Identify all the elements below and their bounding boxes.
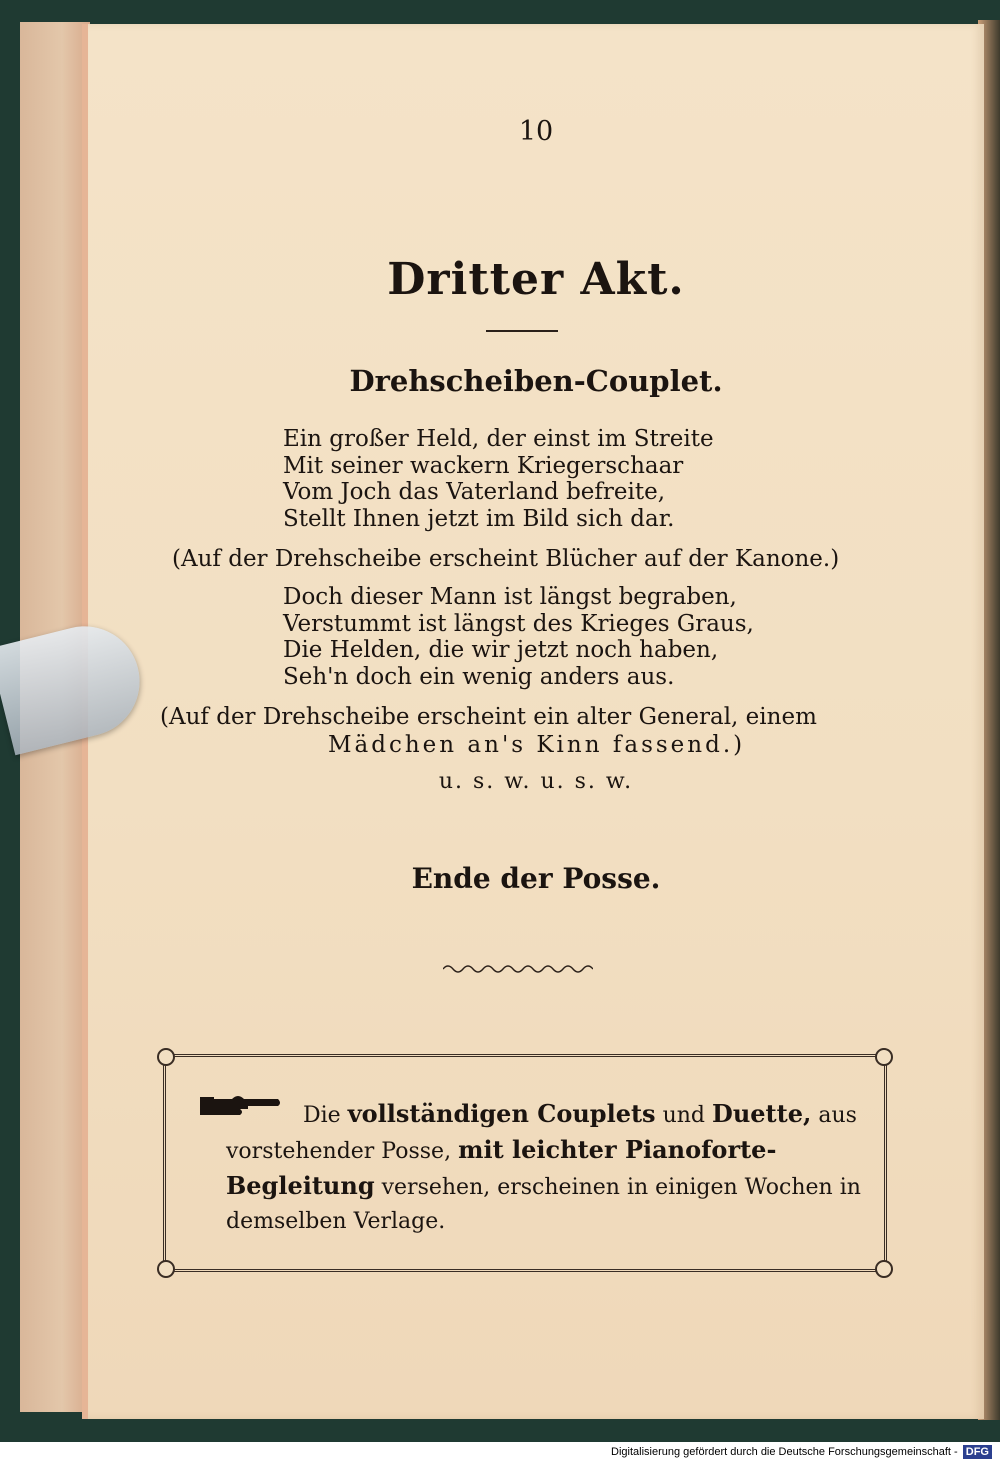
verse-line: Verstummt ist längst des Krieges Graus, bbox=[283, 610, 754, 637]
notice-part: und bbox=[662, 1103, 705, 1128]
page-number: 10 bbox=[518, 116, 554, 147]
corner-ornament bbox=[157, 1048, 175, 1066]
etc-line: u. s. w. u. s. w. bbox=[438, 769, 634, 794]
stage-direction-one: (Auf der Drehscheibe erscheint Blücher auf der Kanone.) bbox=[172, 546, 840, 572]
verse-line: Mit seiner wackern Kriegerschaar bbox=[283, 452, 684, 479]
verse-one bbox=[283, 426, 714, 532]
notice-bold: Duette, bbox=[712, 1099, 812, 1128]
couplet-title: Drehscheiben-Couplet. bbox=[349, 364, 723, 398]
corner-ornament bbox=[875, 1260, 893, 1278]
dfg-logo: DFG bbox=[963, 1445, 992, 1459]
footer-credit: Digitalisierung gefördert durch die Deutsche Forschungsgemeinschaft - bbox=[611, 1446, 958, 1458]
notice-bold: mit leichter Pianoforte-Begleitung bbox=[226, 1135, 777, 1200]
verse-line: Vom Joch das Vaterland befreite, bbox=[283, 479, 666, 505]
act-title: Dritter Akt. bbox=[387, 254, 685, 305]
verse-line: Seh'n doch ein wenig anders aus. bbox=[283, 663, 675, 690]
notice-part: Die bbox=[303, 1103, 341, 1128]
verse-line: Die Helden, die wir jetzt noch haben, bbox=[283, 637, 719, 663]
corner-ornament bbox=[875, 1048, 893, 1066]
footer-bar bbox=[0, 1442, 1000, 1463]
title-rule bbox=[486, 330, 558, 332]
notice-bold: vollständigen Couplets bbox=[347, 1099, 656, 1128]
stage-direction-two-line1: (Auf der Drehscheibe erscheint ein alter General, einem bbox=[160, 704, 817, 730]
ornament-squiggle bbox=[443, 962, 593, 976]
verse-two bbox=[283, 584, 754, 690]
verse-line: Stellt Ihnen jetzt im Bild sich dar. bbox=[283, 505, 675, 532]
end-of-play: Ende der Posse. bbox=[411, 862, 661, 895]
notice-part: aus vorstehender Posse, bbox=[226, 1103, 857, 1164]
corner-ornament bbox=[157, 1260, 175, 1278]
verse-line: Doch dieser Mann ist längst begraben, bbox=[283, 584, 737, 610]
verse-line: Ein großer Held, der einst im Streite bbox=[283, 426, 714, 452]
announcement-box bbox=[163, 1054, 887, 1272]
book-page bbox=[82, 24, 984, 1419]
notice-part: versehen, erscheinen in einigen Wochen in demselben Verlage. bbox=[226, 1175, 861, 1234]
stage-direction-two-line2: Mädchen an's Kinn fassend.) bbox=[328, 732, 746, 758]
announcement-text bbox=[226, 1097, 866, 1239]
